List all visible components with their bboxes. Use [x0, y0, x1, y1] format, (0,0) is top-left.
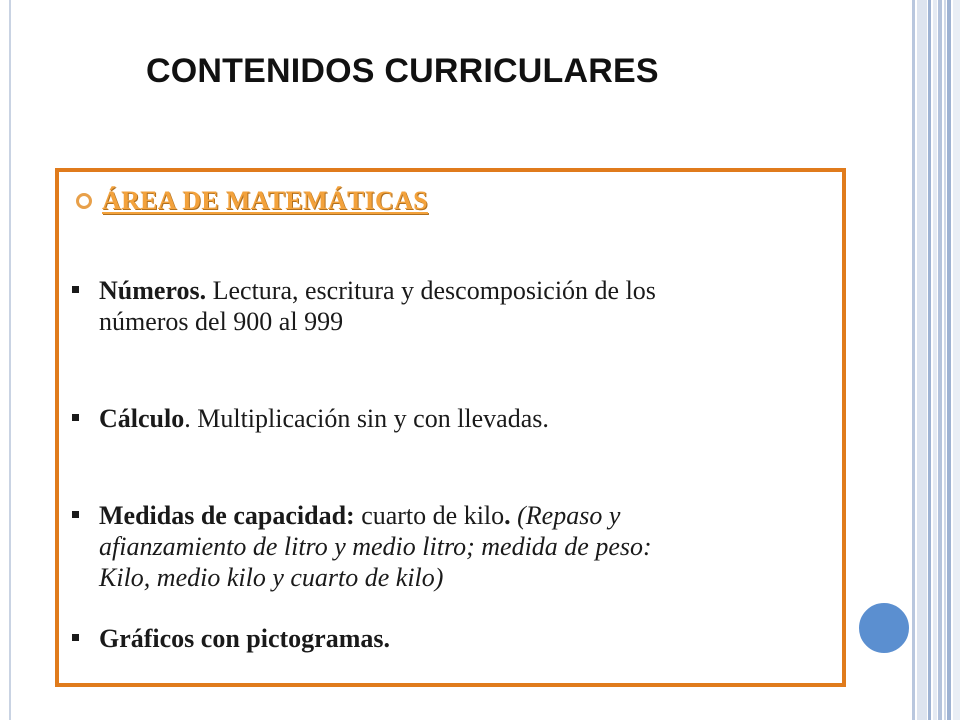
content-box [55, 168, 846, 687]
section-heading: ÁREA DE MATEMÁTICAS [102, 186, 428, 215]
item-text: cuarto de kilo [361, 501, 505, 530]
item-text: números del 900 al 999 [99, 307, 344, 337]
left-frame-line [9, 0, 11, 720]
slide-title: CONTENIDOS CURRICULARES [146, 52, 659, 90]
square-bullet-icon [72, 414, 79, 421]
square-bullet-icon [72, 286, 79, 293]
square-bullet-icon [72, 634, 79, 641]
section-heading-row [76, 186, 428, 216]
item-text: . Multiplicación sin y con llevadas. [184, 404, 549, 433]
ring-bullet-icon [76, 193, 92, 209]
item-note: (Repaso y [517, 501, 621, 530]
item-note: Kilo, medio kilo y cuarto de kilo) [99, 563, 444, 593]
item-note: afianzamiento de litro y medio litro; medida de peso: [99, 532, 652, 562]
item-term: Cálculo [99, 404, 185, 433]
right-decorative-stripes [912, 0, 960, 720]
decorative-blue-circle [856, 600, 912, 656]
square-bullet-icon [72, 511, 79, 518]
item-period: . [504, 501, 511, 530]
item-text: Lectura, escritura y descomposición de los [212, 276, 656, 305]
item-term: Números. [99, 276, 207, 305]
item-term: Medidas de capacidad: [99, 501, 355, 530]
item-term: Gráficos con pictogramas. [99, 624, 391, 653]
